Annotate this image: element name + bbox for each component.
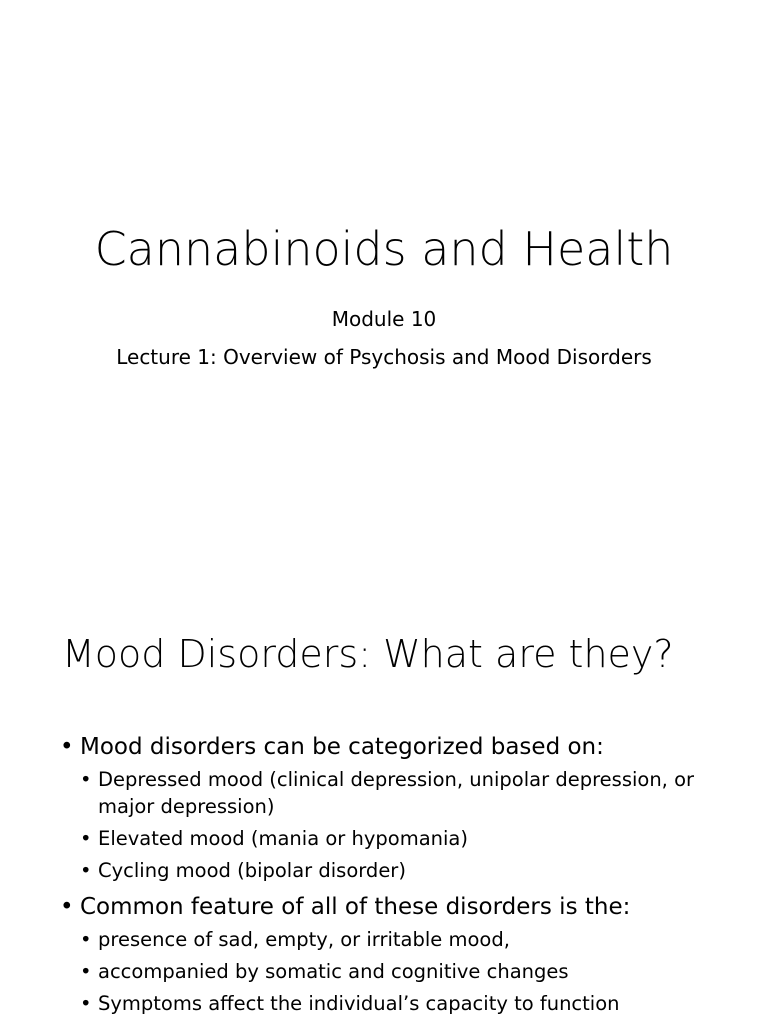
sub-bullet-text: Depressed mood (clinical depression, unipolar depression, or major depression): [98, 768, 695, 818]
sub-bullet-text: presence of sad, empty, or irritable mood,: [98, 928, 510, 951]
sub-bullet-text: Symptoms affect the individual’s capacity to function: [98, 992, 620, 1015]
sub-bullet-list: [60, 926, 740, 1017]
bullet-item: [60, 892, 740, 922]
sub-bullet-item: [80, 766, 740, 820]
bullet-text: Mood disorders can be categorized based on:: [80, 734, 604, 760]
sub-bullet-item: [80, 926, 740, 953]
module-label: Module 10: [331, 307, 437, 331]
lecture-label: Lecture 1: Overview of Psychosis and Mood Disorders: [116, 345, 652, 369]
sub-bullet-list: [60, 766, 740, 884]
sub-bullet-item: [80, 825, 740, 852]
sub-bullet-group: [60, 926, 740, 1017]
slide-title: Mood Disorders: What are they?: [62, 632, 674, 676]
sub-bullet-text: Elevated mood (mania or hypomania): [98, 827, 468, 850]
bullet-text: Common feature of all of these disorders is the:: [80, 894, 631, 920]
sub-bullet-item: [80, 857, 740, 884]
content-slide: [0, 576, 768, 1024]
sub-bullet-item: [80, 958, 740, 985]
sub-bullet-text: accompanied by somatic and cognitive changes: [98, 960, 569, 983]
sub-bullet-item: [80, 990, 740, 1017]
sub-bullet-group: [60, 766, 740, 884]
sub-bullet-text: Cycling mood (bipolar disorder): [98, 859, 406, 882]
bullet-list: [60, 732, 740, 1024]
bullet-item: [60, 732, 740, 762]
presentation-title: Cannabinoids and Health: [94, 222, 674, 276]
